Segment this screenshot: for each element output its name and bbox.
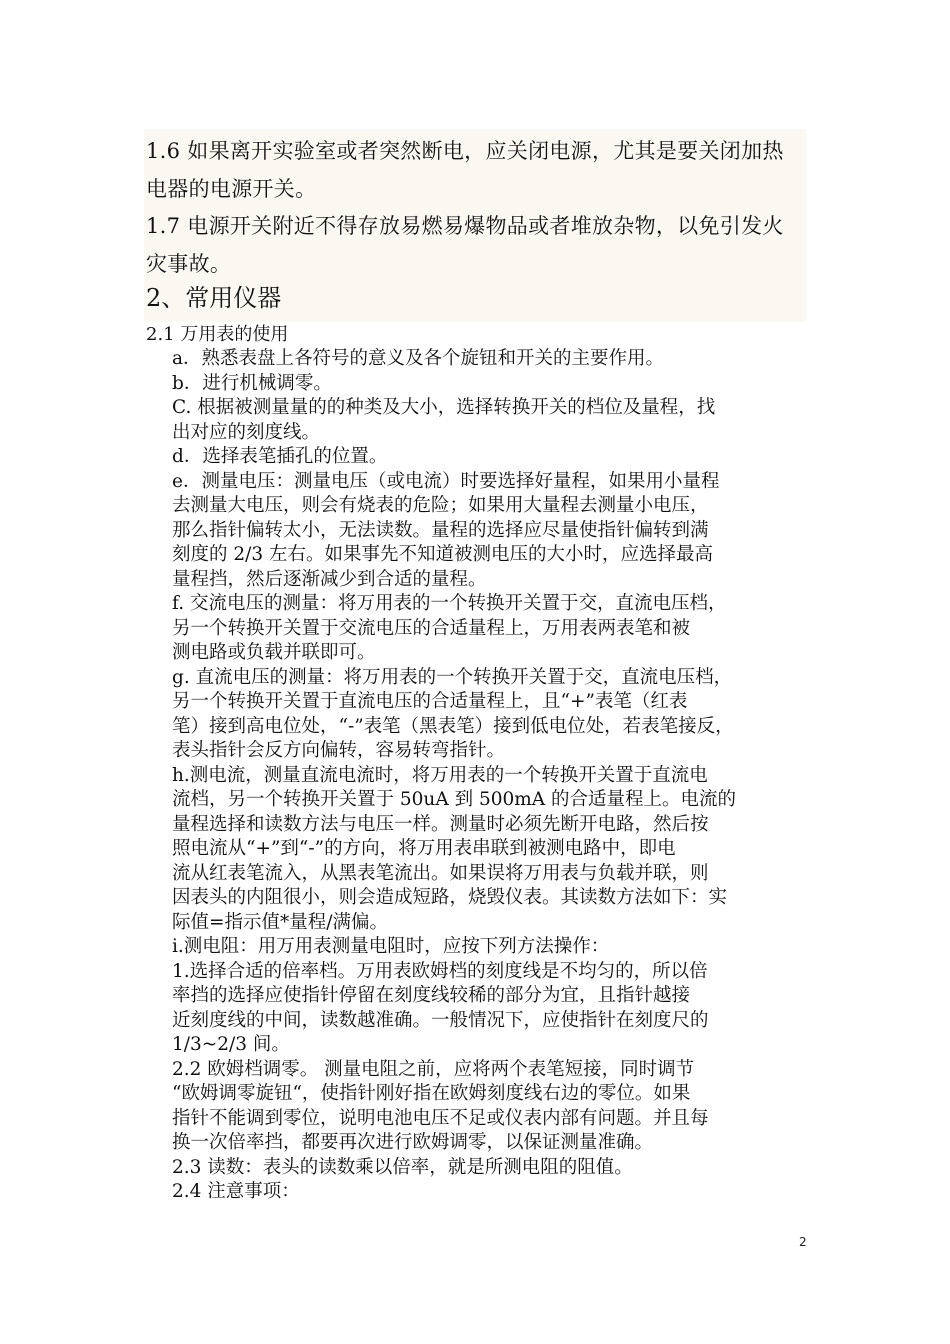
paragraph-line: a．熟悉表盘上各符号的意义及各个旋钮和开关的主要作用。 — [172, 348, 665, 369]
paragraph-line: i.测电阻：用万用表测量电阻时，应按下列方法操作： — [172, 936, 610, 957]
paragraph — [172, 445, 387, 470]
paragraph-line: 出对应的刻度线。 — [172, 421, 321, 443]
paragraph-line: 另一个转换开关置于直流电压的合适量程上，且“+”表笔（红表 — [172, 691, 688, 712]
paragraph-line: 流档，另一个转换开关置于 50uA 到 500mA 的合适量程上。电流的 — [172, 789, 737, 810]
rule-1-6-line1: 1.6 如果离开实验室或者突然断电，应关闭电源，尤其是要关闭加热 — [146, 139, 784, 163]
rule-1-7-line2: 灾事故。 — [146, 252, 232, 276]
paragraph-line: e．测量电压：测量电压（或电流）时要选择好量程，如果用小量程 — [172, 470, 720, 492]
paragraph-line: 1/3~2/3 间。 — [172, 1034, 290, 1055]
paragraph-line: 表头指针会反方向偏转，容易转弯指针。 — [172, 740, 506, 761]
paragraph-line: 另一个转换开关置于交流电压的合适量程上，万用表两表笔和被 — [172, 617, 691, 639]
rule-1-7-line1: 1.7 电源开关附近不得存放易燃易爆物品或者堆放杂物，以免引发火 — [146, 214, 784, 238]
paragraph — [172, 372, 332, 397]
paragraph — [172, 1180, 300, 1205]
rule-1-6-line2: 电器的电源开关。 — [146, 177, 317, 201]
paragraph-line: 去测量大电压，则会有烧表的危险；如果用大量程去测量小电压， — [172, 495, 709, 516]
paragraph-line: 率挡的选择应使指针停留在刻度线较稀的部分为宜，且指针越接 — [172, 985, 691, 1006]
page-number: 2 — [799, 1235, 807, 1249]
paragraph-line: 那么指针偏转太小，无法读数。量程的选择应尽量使指针偏转到满 — [172, 519, 709, 541]
paragraph-line: 照电流从“+”到“-”的方向，将万用表串联到被测电路中，即电 — [172, 838, 676, 859]
sub-heading: 2.1 万用表的使用 — [146, 324, 289, 345]
paragraph-line: 际值=指示值*量程/满偏。 — [172, 911, 388, 933]
paragraph — [172, 347, 664, 372]
paragraph-line: 刻度的 2/3 左右。如果事先不知道被测电压的大小时，应选择最高 — [172, 544, 714, 565]
paragraph-line: 换一次倍率挡，都要再次进行欧姆调零，以保证测量准确。 — [172, 1132, 654, 1153]
paragraph — [172, 592, 726, 666]
paragraph-line: b．进行机械调零。 — [172, 372, 332, 394]
paragraph-line: C. 根据被测量量的的种类及大小，选择转换开关的档位及量程，找 — [172, 397, 716, 418]
paragraph — [172, 1156, 633, 1181]
paragraph-line: “欧姆调零旋钮“，使指针刚好指在欧姆刻度线右边的零位。如果 — [172, 1083, 691, 1104]
paragraph — [172, 396, 715, 445]
paragraph-line: 流从红表笔流入，从黑表笔流出。如果误将万用表与负载并联，则 — [172, 862, 709, 884]
paragraph-line: 笔）接到高电位处，“-”表笔（黑表笔）接到低电位处，若表笔接反， — [172, 715, 734, 737]
paragraph-line: f. 交流电压的测量：将万用表的一个转换开关置于交，直流电压档， — [172, 593, 727, 614]
paragraph-line: 量程选择和读数方法与电压一样。测量时必须先断开电路，然后按 — [172, 813, 709, 835]
paragraph-line: 1.选择合适的倍率档。万用表欧姆档的刻度线是不均匀的，所以倍 — [172, 960, 708, 982]
paragraph-line: g. 直流电压的测量：将万用表的一个转换开关置于交，直流电压档， — [172, 666, 733, 688]
paragraph-line: 2.3 读数：表头的读数乘以倍率，就是所测电阻的阻值。 — [172, 1156, 633, 1178]
paragraph — [172, 1058, 709, 1156]
section-heading: 2、常用仪器 — [146, 284, 282, 312]
paragraph-line: 测电路或负载并联即可。 — [172, 642, 376, 663]
paragraph-line: 2.4 注意事项： — [172, 1181, 300, 1202]
paragraph — [172, 470, 719, 593]
paragraph-line: 2.2 欧姆档调零。 测量电阻之前，应将两个表笔短接，同时调节 — [172, 1058, 695, 1080]
paragraph-line: 指针不能调到零位，说明电池电压不足或仪表内部有问题。并且每 — [172, 1107, 709, 1129]
paragraph-line: d．选择表笔插孔的位置。 — [172, 446, 388, 467]
paragraph-line: 因表头的内阻很小，则会造成短路，烧毁仪表。其读数方法如下：实 — [172, 887, 728, 908]
paragraph-line: h.测电流，测量直流电流时，将万用表的一个转换开关置于直流电 — [172, 764, 708, 786]
paragraph-line: 量程挡，然后逐渐减少到合适的量程。 — [172, 568, 487, 590]
paragraph — [172, 666, 734, 764]
paragraph-line: 近刻度线的中间，读数越准确。一般情况下，应使指针在刻度尺的 — [172, 1009, 709, 1031]
paragraph — [172, 935, 609, 960]
paragraph — [172, 764, 736, 936]
paragraph — [172, 960, 709, 1058]
